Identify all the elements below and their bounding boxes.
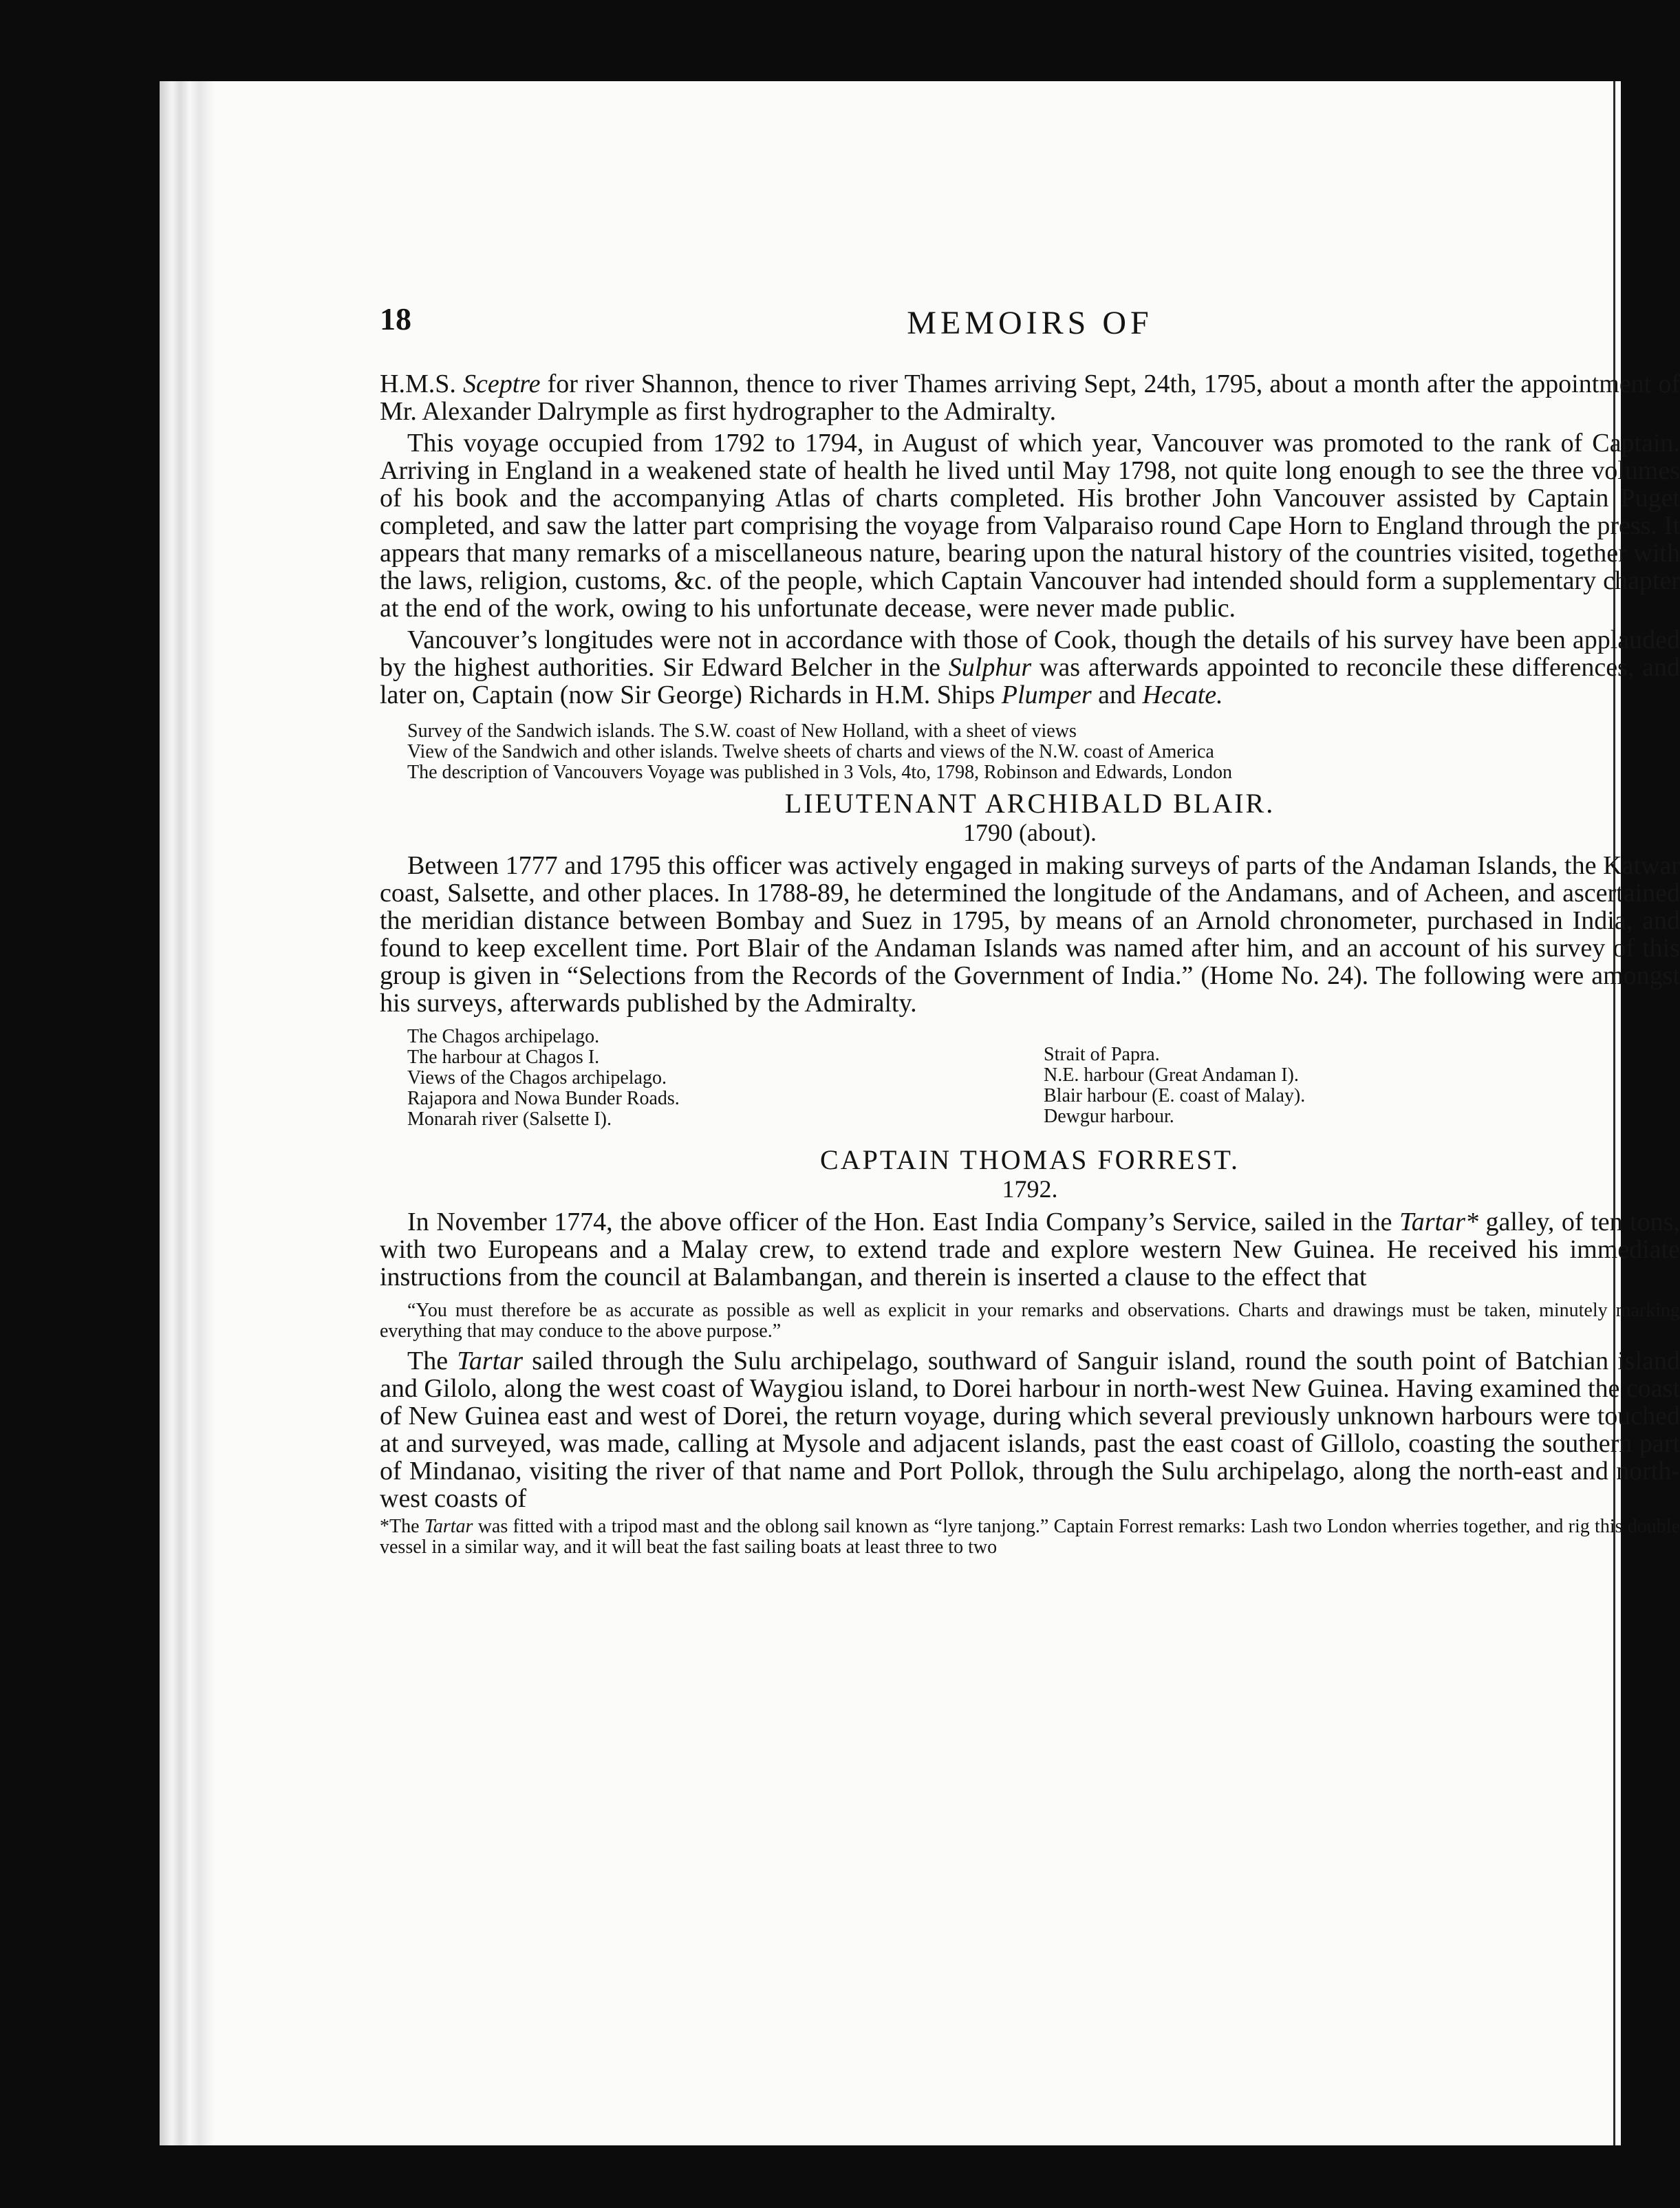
ship-name: Tartar — [457, 1347, 524, 1375]
chart-list-item: Blair harbour (E. coast of Malay). — [1044, 1085, 1306, 1106]
text-run: The — [407, 1347, 449, 1375]
running-head — [380, 300, 1680, 355]
ship-name: Sceptre — [462, 369, 541, 398]
vancouver-paragraph-3 — [380, 626, 1680, 709]
text-run: *The — [380, 1516, 420, 1537]
section-date-forrest: 1792. — [1002, 1175, 1058, 1203]
section-heading-forrest: CAPTAIN THOMAS FORREST. — [820, 1144, 1240, 1175]
chart-list-item: Dewgur harbour. — [1044, 1106, 1174, 1127]
chart-list-item: N.E. harbour (Great Andaman I). — [1044, 1064, 1299, 1086]
ship-name: Hecate. — [1142, 680, 1223, 709]
blair-chart-list — [407, 1027, 1680, 1130]
forrest-paragraph-2 — [380, 1347, 1680, 1512]
running-title: MEMOIRS OF — [907, 305, 1153, 341]
chart-list-item: Monarah river (Salsette I). — [407, 1108, 612, 1130]
text-run: In November 1774, the above officer of the Hon. East India Company’s Service, sailed in the — [407, 1208, 1392, 1236]
chart-note: Survey of the Sandwich islands. The S.W. coast of New Holland, with a sheet of views — [407, 720, 1077, 742]
forrest-paragraph-1 — [380, 1208, 1680, 1291]
text-run: for river Shannon, thence to river Thames arriving Sept, 24th, 1795, about a month after the appointment of Mr. Alexander Dalrymple as first hydrographer to the Admiralty. — [380, 369, 1680, 426]
text-run: sailed through the Sulu archipelago, southward of Sanguir island, round the south point of Batchian island and Gilolo, along the west coast of Waygiou island, to Dorei harbour in north-west New Guinea. Having examined the coast of New Guinea east and west of Dorei, the return voyage, during which several previously unknown harbours were touched at and surveyed, was made, calling at Mysole and adjacent islands, past the east coast of Gillolo, coasting the southern part of Mindanao, visiting the river of that name and Port Pollok, through the Sulu archipelago, along the north-east and north-west coasts of — [380, 1347, 1680, 1513]
chart-list-item: The Chagos archipelago. — [407, 1026, 600, 1047]
chart-note: The description of Vancouvers Voyage was published in 3 Vols, 4to, 1798, Robinson and Edwards, London — [407, 762, 1232, 783]
section-date-blair: 1790 (about). — [963, 819, 1097, 846]
book-page — [160, 81, 1680, 2145]
chart-list-item: Views of the Chagos archipelago. — [407, 1067, 667, 1089]
vancouver-paragraph-1 — [380, 370, 1680, 425]
text-run: Vancouver’s longitudes were not in accordance with those of Cook, though the details of his survey have been applauded by the highest authorities. Sir Edward Belcher in the — [380, 625, 1680, 682]
ship-name: Sulphur — [948, 653, 1032, 682]
section-heading-blair: LIEUTENANT ARCHIBALD BLAIR. — [784, 788, 1275, 819]
chart-list-left — [407, 1027, 1044, 1130]
instructions-quote: “You must therefore be as accurate as possible as well as explicit in your remarks and observations. Charts and drawings must be taken, minutely marking everything that may conduce to the above purpose.” — [380, 1300, 1680, 1342]
text-run: was fitted with a tripod mast and the oblong sail known as “lyre tanjong.” Captain Forrest remarks: Lash two London wherries together, and rig this double vessel in a similar way, and it will beat the fast sailing boats at least three to two — [380, 1516, 1680, 1558]
page-gutter — [160, 81, 215, 2145]
chart-note: View of the Sandwich and other islands. Twelve sheets of charts and views of the N.W. coast of America — [407, 741, 1214, 762]
vancouver-paragraph-2: This voyage occupied from 1792 to 1794, in August of which year, Vancouver was promoted to the rank of Captain. Arriving in England in a weakened state of health he lived until May 1798, not quite long enough to see the three volumes of his book and the accompanying Atlas of charts completed. His brother John Vancouver assisted by Captain Puget completed, and saw the latter part comprising the voyage from Valparaiso round Cape Horn to England through the press. It appears that many remarks of a miscellaneous nature, bearing upon the natural history of the countries visited, together with the laws, religion, customs, &c. of the people, which Captain Vancouver had intended should form a supplementary chapter at the end of the work, owing to his unfortunate decease, were never made public. — [380, 429, 1680, 623]
chart-list-right — [1044, 1027, 1680, 1130]
text-run: and — [1098, 680, 1137, 709]
chart-list-item: The harbour at Chagos I. — [407, 1047, 600, 1068]
page-number: 18 — [380, 301, 411, 336]
page-content — [380, 300, 1680, 1558]
ship-name: Tartar — [424, 1516, 473, 1537]
ship-name: Tartar* — [1399, 1208, 1478, 1236]
text-run: galley, of ten tons, with two Europeans and a Malay crew, to extend trade and explore western New Guinea. He received his immediate instructions from the council at Balambangan, and therein is inserted a clause to the effect that — [380, 1208, 1680, 1291]
chart-list-item: Rajapora and Nowa Bunder Roads. — [407, 1088, 680, 1109]
footnote — [380, 1516, 1680, 1558]
vancouver-chart-notes — [407, 721, 1680, 783]
text-run: H.M.S. — [380, 369, 456, 398]
ship-name: Plumper — [1001, 680, 1092, 709]
chart-list-item: Strait of Papra. — [1044, 1044, 1160, 1065]
blair-paragraph-1: Between 1777 and 1795 this officer was actively engaged in making surveys of parts of the Andaman Islands, the Katwar coast, Salsette, and other places. In 1788-89, he determined the longitude of the Andamans, and of Acheen, and ascertained the meridian distance between Bombay and Suez in 1795, by means of an Arnold chronometer, purchased in India, and found to keep excellent time. Port Blair of the Andaman Islands was named after him, and an account of his survey of this group is given in “Selections from the Records of the Government of India.” (Home No. 24). The following were amongst his surveys, afterwards published by the Admiralty. — [380, 851, 1680, 1018]
text-run: was afterwards appointed to reconcile these differences, and later on, Captain (now Sir George) Richards in H.M. Ships — [380, 653, 1680, 709]
